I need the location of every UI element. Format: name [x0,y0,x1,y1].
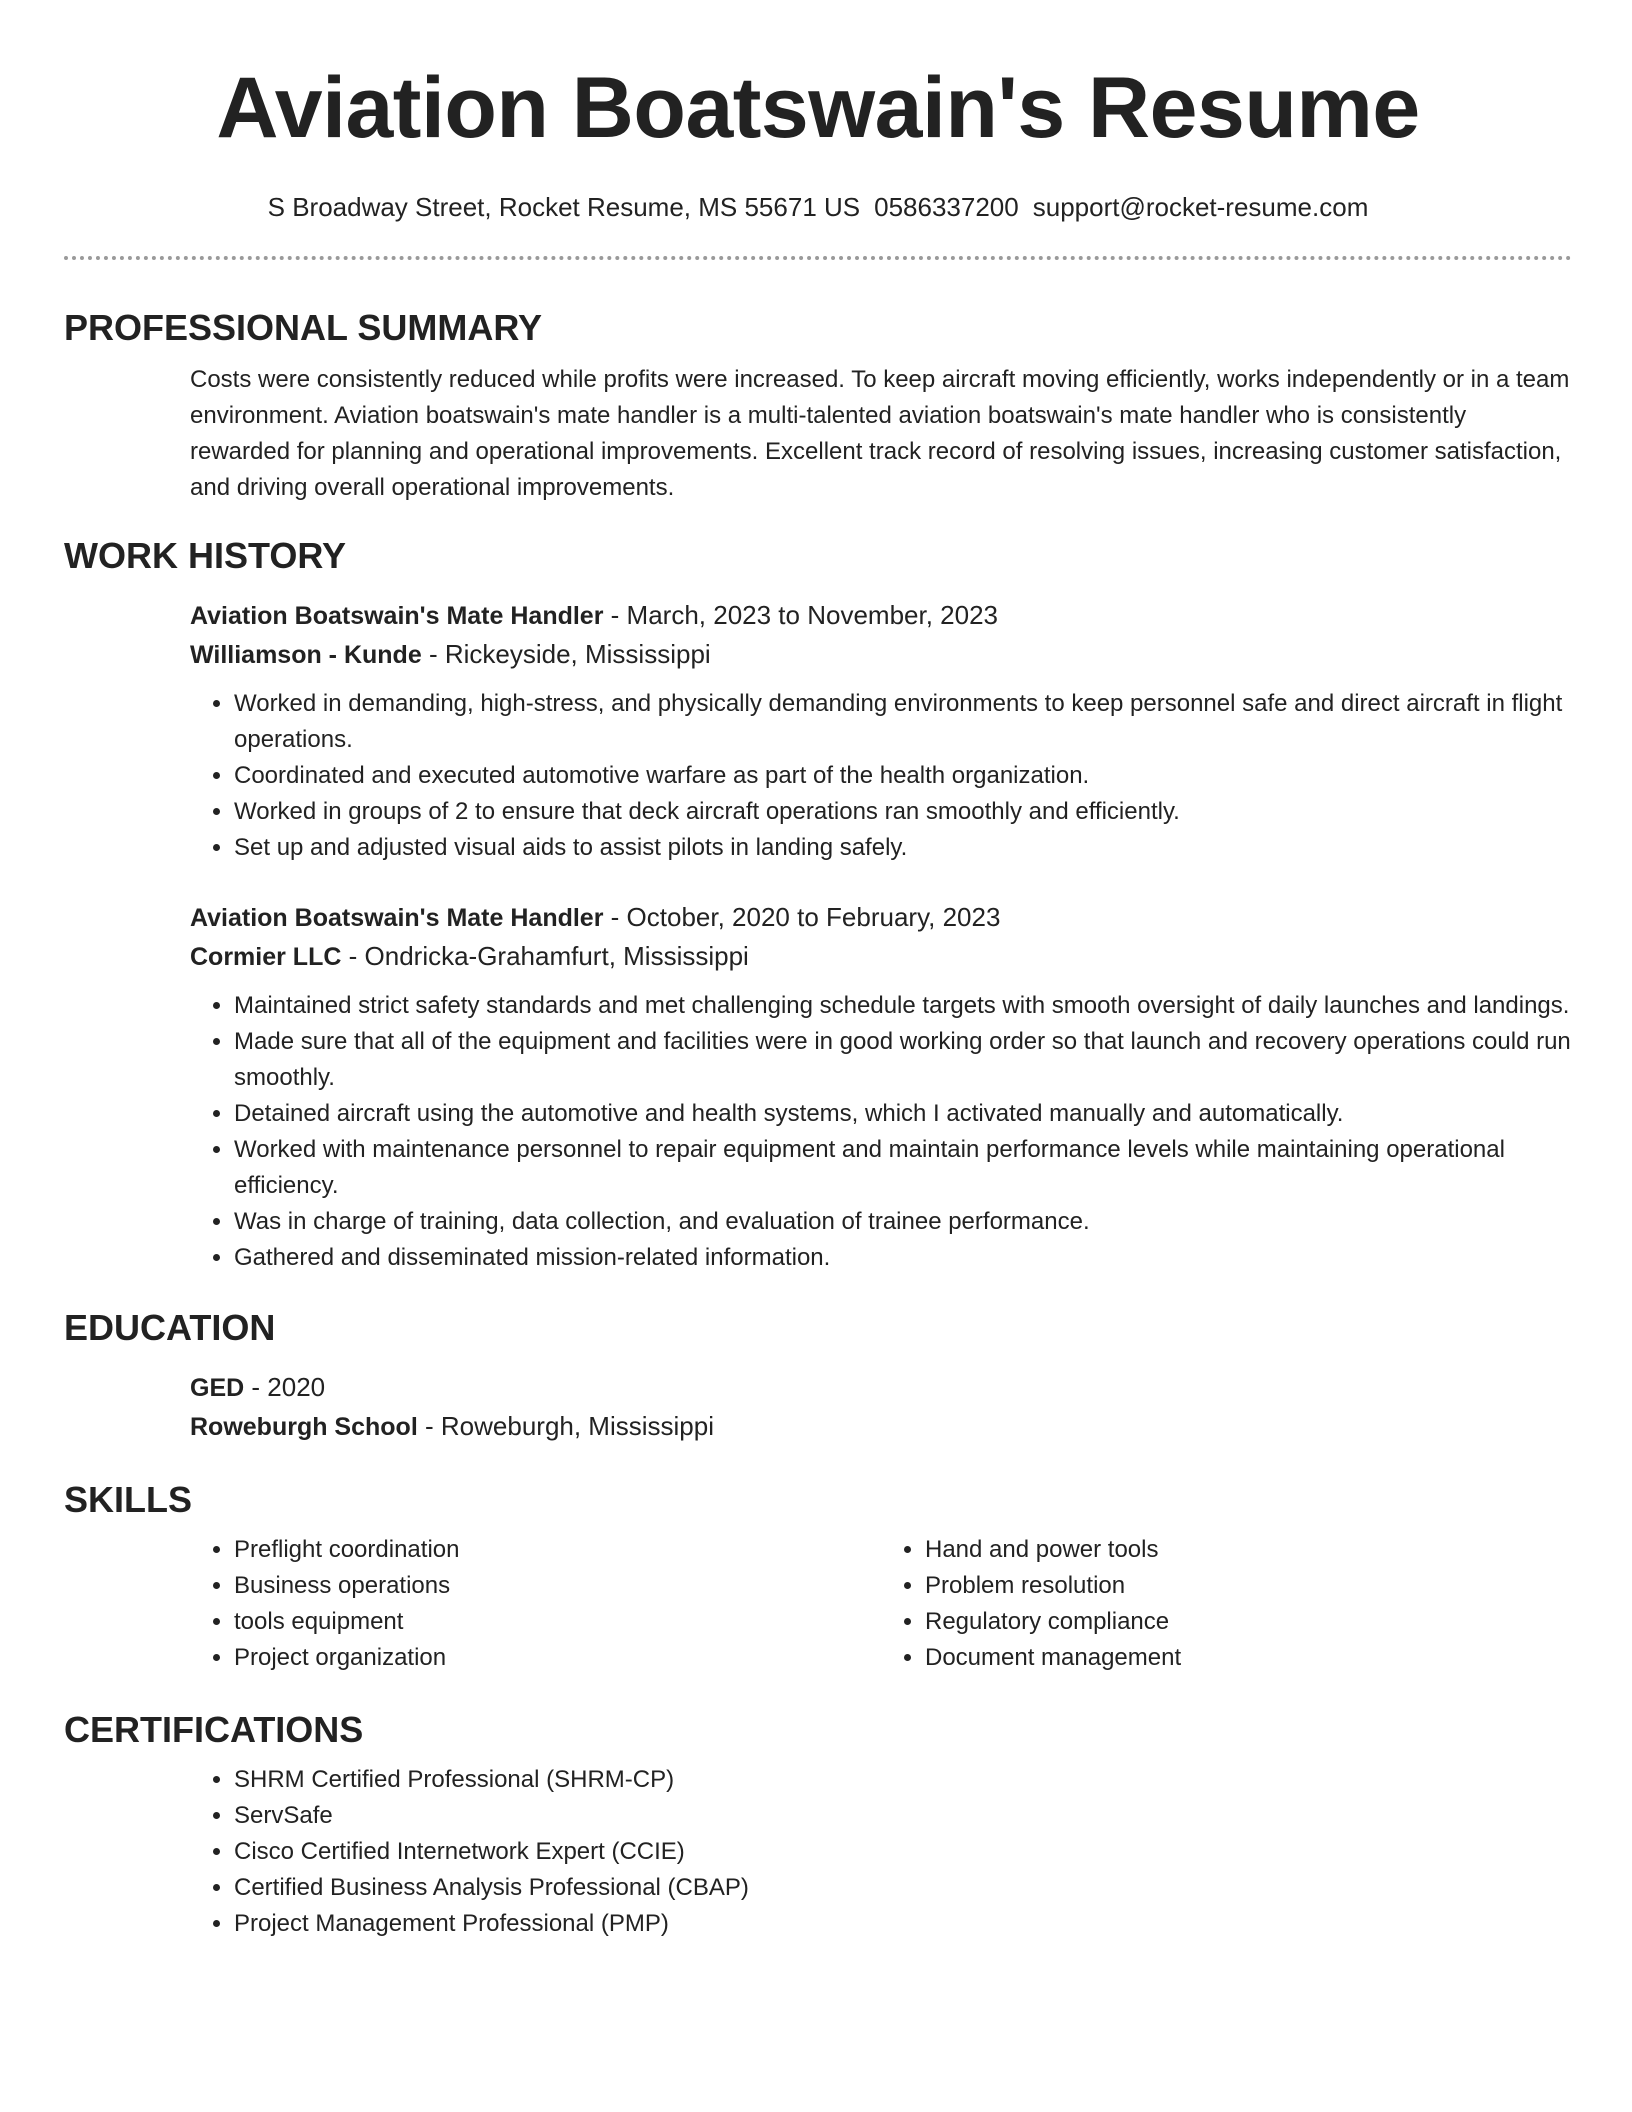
contact-line [64,190,1572,224]
job-company-line [190,635,1572,674]
list-item: • Coordinated and executed automotive warfare as part of the health organization. [234,758,1572,794]
education-location: - Roweburgh, Mississippi [417,1411,714,1441]
job-bullets [190,988,1572,1276]
education-degree: GED [190,1374,245,1402]
job-entry [64,898,1572,1276]
list-item: • Set up and adjusted visual aids to assist pilots in landing safely. [234,830,1572,866]
work-history-section [64,534,1572,1276]
contact-address: S Broadway Street, Rocket Resume, MS 55671 US [267,192,861,222]
list-item: • Worked with maintenance personnel to repair equipment and maintain performance levels while maintaining operational efficiency. [234,1132,1572,1204]
list-item: • Worked in groups of 2 to ensure that deck aircraft operations ran smoothly and efficiently. [234,794,1572,830]
job-location: - Ondricka-Grahamfurt, Mississippi [341,941,749,971]
list-item: • Project organization [234,1640,881,1676]
summary-section [64,306,1572,506]
job-location: - Rickeyside, Mississippi [421,639,711,669]
resume-page [64,0,1572,1942]
list-item: • ServSafe [234,1798,1572,1834]
job-bullets [190,686,1572,866]
header-divider [64,256,1572,260]
job-dates: - October, 2020 to February, 2023 [603,902,1001,932]
list-item: • Detained aircraft using the automotive and health systems, which I activated manually and automatically. [234,1096,1572,1132]
education-school: Roweburgh School [190,1413,418,1441]
job-title-line [190,596,1572,635]
list-item: • Gathered and disseminated mission-related information. [234,1240,1572,1276]
skills-list-left [190,1532,881,1676]
education-heading: EDUCATION [64,1307,276,1348]
education-school-line [190,1407,1572,1446]
work-history-heading: WORK HISTORY [64,535,347,576]
list-item: • tools equipment [234,1604,881,1640]
list-item: • Made sure that all of the equipment and facilities were in good working order so that launch and recovery operations could run smoothly. [234,1024,1572,1096]
education-year: - 2020 [244,1372,326,1402]
list-item: • Regulatory compliance [925,1604,1572,1640]
list-item: • Certified Business Analysis Professional (CBAP) [234,1870,1572,1906]
summary-heading: PROFESSIONAL SUMMARY [64,307,543,348]
list-item: • Was in charge of training, data collection, and evaluation of trainee performance. [234,1204,1572,1240]
list-item: • Document management [925,1640,1572,1676]
list-item: • Preflight coordination [234,1532,881,1568]
skills-heading: SKILLS [64,1479,193,1520]
skills-section [64,1478,1572,1676]
contact-phone: 0586337200 [874,192,1019,222]
job-dates: - March, 2023 to November, 2023 [603,600,998,630]
list-item: • Problem resolution [925,1568,1572,1604]
list-item: • Worked in demanding, high-stress, and physically demanding environments to keep personnel safe and direct aircraft in flight operations. [234,686,1572,758]
job-title: Aviation Boatswain's Mate Handler [190,602,604,630]
list-item: • Project Management Professional (PMP) [234,1906,1572,1942]
skills-list-right [881,1532,1572,1676]
resume-title: Aviation Boatswain's Resume [216,60,1420,156]
list-item: • Maintained strict safety standards and met challenging schedule targets with smooth oversight of daily launches and landings. [234,988,1572,1024]
job-company: Cormier LLC [190,943,342,971]
list-item: • Business operations [234,1568,881,1604]
job-entry [64,596,1572,866]
certifications-list [190,1762,1572,1942]
list-item: • Hand and power tools [925,1532,1572,1568]
education-section [64,1306,1572,1446]
certifications-section [64,1708,1572,1942]
education-degree-line [190,1368,1572,1407]
job-title: Aviation Boatswain's Mate Handler [190,904,604,932]
list-item: • Cisco Certified Internetwork Expert (CCIE) [234,1834,1572,1870]
contact-email: support@rocket-resume.com [1032,192,1369,222]
list-item: • SHRM Certified Professional (SHRM-CP) [234,1762,1572,1798]
job-company-line [190,937,1572,976]
job-title-line [190,898,1572,937]
certifications-heading: CERTIFICATIONS [64,1709,364,1750]
job-company: Williamson - Kunde [190,641,422,669]
summary-text: Costs were consistently reduced while profits were increased. To keep aircraft moving efficiently, works independently or in a team environment. Aviation boatswain's mate handler is a multi-talented aviation boatswain's mate handler who is consistently rewarded for planning and operational improvements. Excellent track record of resolving issues, increasing customer satisfaction, and driving overall operational improvements. [190,366,1570,501]
